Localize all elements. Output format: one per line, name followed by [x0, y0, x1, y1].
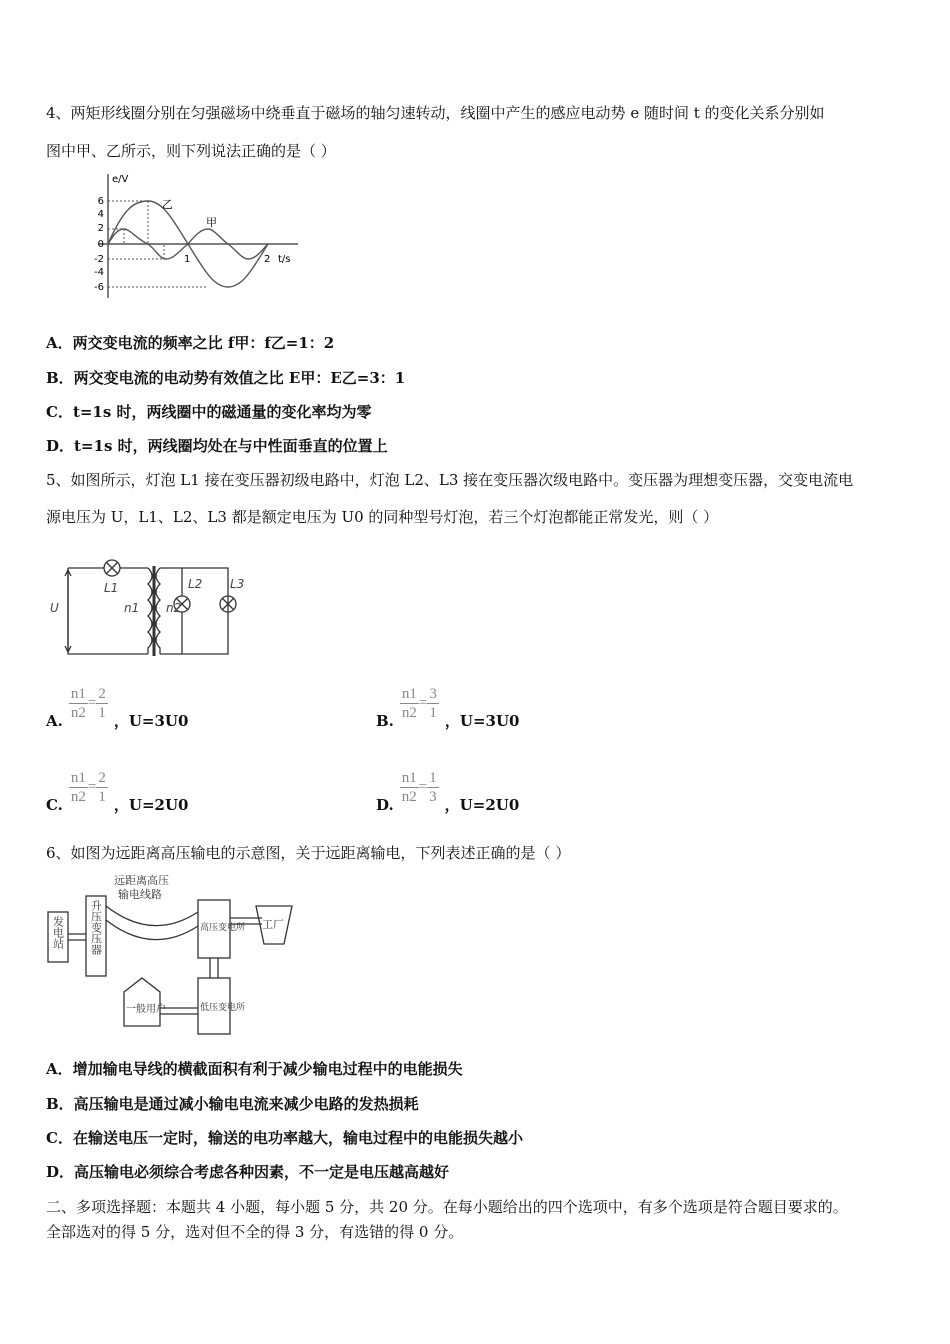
- q4-emf-graph: [78, 170, 308, 302]
- q4-stem-line1: 4、两矩形线圈分别在匀强磁场中绕垂直于磁场的轴匀速转动，线圈中产生的感应电动势 e 随时间 t 的变化关系分别如: [46, 104, 825, 122]
- option-letter: B.: [376, 711, 394, 730]
- numerator: 3: [429, 686, 437, 702]
- hv-substation: 高压变电所: [200, 923, 246, 933]
- q4-option-a[interactable]: A．两交变电流的频率之比 f甲：f乙=1：2: [46, 334, 335, 352]
- lv-substation: 低压变电所: [200, 1003, 246, 1013]
- users: 一般用户: [126, 1004, 166, 1015]
- y-tick: 6: [97, 196, 104, 207]
- label-L1: L1: [104, 581, 119, 595]
- section2-heading-line1: 二、多项选择题：本题共 4 小题，每小题 5 分，共 20 分。在每小题给出的四个选项中，有多个选项是符合题目要求的。: [46, 1198, 848, 1216]
- factory: 工厂: [262, 918, 284, 931]
- q5-option-a[interactable]: [46, 676, 188, 731]
- q5-transformer-circuit: [44, 552, 264, 662]
- denominator: n2: [401, 789, 417, 805]
- curve-label-yi: 乙: [162, 198, 173, 211]
- q6-option-c[interactable]: C．在输送电压一定时，输送的电功率越大，输电过程中的电能损失越小: [46, 1129, 523, 1147]
- x-tick: 2: [264, 254, 271, 265]
- line-label: 远距离高压: [114, 874, 169, 887]
- y-tick: 0: [97, 239, 104, 250]
- numerator: n1: [401, 686, 417, 702]
- ratio-fraction: $\frac{n1}{n2}$ = $\frac{2}{1}$: [70, 686, 106, 721]
- q5-option-b[interactable]: [376, 676, 519, 731]
- y-tick: -2: [94, 254, 104, 265]
- y-tick: -4: [94, 267, 104, 278]
- section2-heading-line2: 全部选对的得 5 分，选对但不全的得 3 分，有选错的得 0 分。: [46, 1223, 464, 1241]
- option-letter: C.: [46, 795, 63, 814]
- power-station: 发电站: [51, 916, 65, 949]
- q6-option-a[interactable]: A．增加输电导线的横截面积有利于减少输电过程中的电能损失: [46, 1060, 463, 1078]
- q4-option-d[interactable]: D．t=1s 时，两线圈均处在与中性面垂直的位置上: [46, 437, 388, 455]
- x-tick: 1: [184, 254, 191, 265]
- denominator: 1: [98, 789, 106, 805]
- denominator: 1: [98, 705, 106, 721]
- numerator: n1: [70, 686, 86, 702]
- label-n1: n1: [124, 601, 140, 615]
- q5-option-c[interactable]: [46, 760, 188, 815]
- option-tail: ，U=2U0: [113, 796, 189, 814]
- option-tail: ，U=3U0: [113, 712, 189, 730]
- x-axis-label: t/s: [278, 254, 291, 265]
- q5-option-d[interactable]: [376, 760, 519, 815]
- numerator: n1: [70, 770, 86, 786]
- numerator: 2: [98, 686, 106, 702]
- label-L3: L3: [230, 577, 245, 591]
- denominator: n2: [70, 789, 86, 805]
- label-n2: n2: [166, 601, 182, 615]
- line-label: 输电线路: [118, 888, 162, 901]
- label-L2: L2: [188, 577, 203, 591]
- ratio-fraction: $\frac{n1}{n2}$ = $\frac{3}{1}$: [401, 686, 437, 721]
- step-up-transformer: 升压变压器: [89, 900, 103, 955]
- denominator: 1: [429, 705, 437, 721]
- denominator: n2: [401, 705, 417, 721]
- option-letter: A.: [46, 711, 63, 730]
- y-tick: 4: [97, 209, 104, 220]
- numerator: n1: [401, 770, 417, 786]
- q4-option-b[interactable]: B．两交变电流的电动势有效值之比 E甲：E乙=3：1: [46, 369, 406, 387]
- label-U: U: [50, 601, 59, 615]
- option-tail: ，U=2U0: [444, 796, 520, 814]
- q5-stem-line1: 5、如图所示，灯泡 L1 接在变压器初级电路中，灯泡 L2、L3 接在变压器次级电路中。变压器为理想变压器，交变电流电: [46, 471, 854, 489]
- option-letter: D.: [376, 795, 394, 814]
- numerator: 2: [98, 770, 106, 786]
- numerator: 1: [429, 770, 437, 786]
- q4-stem-line2: 图中甲、乙所示，则下列说法正确的是（ ）: [46, 142, 336, 160]
- denominator: n2: [70, 705, 86, 721]
- q6-transmission-diagram: [44, 870, 304, 1035]
- q5-stem-line2: 源电压为 U，L1、L2、L3 都是额定电压为 U0 的同种型号灯泡，若三个灯泡都能正常发光，则（ ）: [46, 508, 719, 526]
- ratio-fraction: $\frac{n1}{n2}$ = $\frac{2}{1}$: [70, 770, 106, 805]
- ratio-fraction: $\frac{n1}{n2}$ = $\frac{1}{3}$: [401, 770, 437, 805]
- option-tail: ，U=3U0: [444, 712, 520, 730]
- y-tick: -6: [94, 282, 104, 293]
- y-axis-label: e/V: [112, 174, 129, 185]
- q6-stem: 6、如图为远距离高压输电的示意图，关于远距离输电，下列表述正确的是（ ）: [46, 844, 571, 862]
- q4-option-c[interactable]: C．t=1s 时，两线圈中的磁通量的变化率均为零: [46, 403, 372, 421]
- curve-label-jia: 甲: [206, 216, 217, 229]
- q6-option-d[interactable]: D．高压输电必须综合考虑各种因素，不一定是电压越高越好: [46, 1163, 450, 1181]
- q6-option-b[interactable]: B．高压输电是通过减小输电电流来减少电路的发热损耗: [46, 1095, 419, 1113]
- y-tick: 2: [97, 223, 104, 234]
- denominator: 3: [429, 789, 437, 805]
